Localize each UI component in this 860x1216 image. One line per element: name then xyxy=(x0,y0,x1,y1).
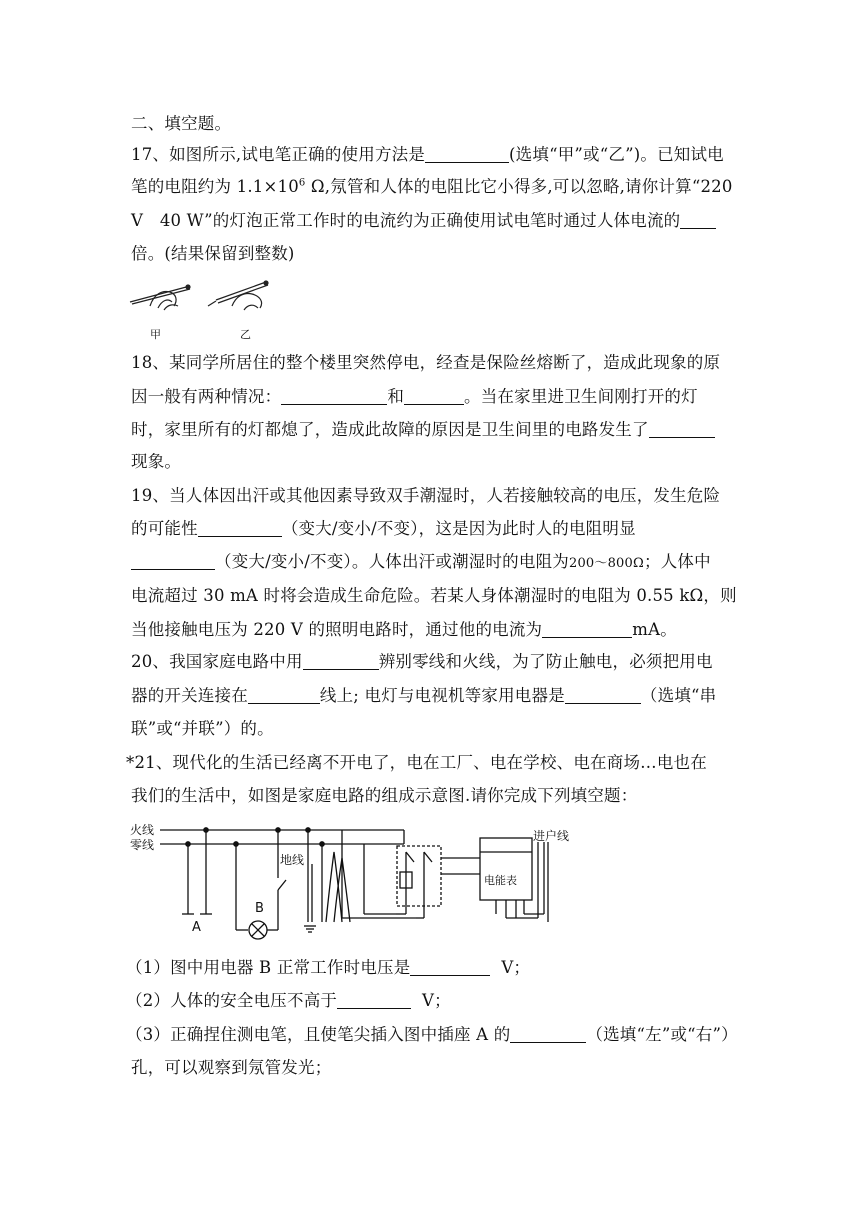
test-pen-illustration xyxy=(128,276,278,314)
q19-text: ；人体中 xyxy=(643,552,711,571)
q21-text: （2）人体的安全电压不高于 xyxy=(126,991,338,1010)
q17-line-2 xyxy=(131,177,731,197)
q21-sub-3 xyxy=(126,1025,738,1045)
q20-line-1 xyxy=(131,652,731,672)
q20-text: （选填“串 xyxy=(640,686,717,705)
q18-blank-2[interactable] xyxy=(404,388,464,405)
label-ground-wire: 地线 xyxy=(280,853,305,867)
q18-text: 。当在家里进卫生间刚打开的灯 xyxy=(464,387,698,406)
q17-line-3 xyxy=(131,211,731,231)
energy-meter-label: 电能表 xyxy=(484,874,517,887)
q19-line-3 xyxy=(131,552,731,574)
hand-jia-icon xyxy=(130,285,190,310)
main-switch xyxy=(406,852,414,862)
q20-text: 20、我国家庭电路中用 xyxy=(131,652,303,671)
q18-line-2 xyxy=(131,387,731,407)
q18-blank-1[interactable] xyxy=(281,388,387,405)
q21-text: （选填“左”或“右”） xyxy=(586,1025,738,1044)
q20-text: 器的开关连接在 xyxy=(131,686,248,705)
q17-text: (选填“甲”或“乙”)。已知试电 xyxy=(509,145,724,164)
q17-blank-2[interactable] xyxy=(680,212,716,229)
q17-text: Ω,氖管和人体的电阻比它小得多,可以忽略,请你计算“220 xyxy=(305,177,733,196)
q17-blank-1[interactable] xyxy=(425,146,509,163)
label-appliance-b: B xyxy=(255,901,264,916)
q21-blank-1[interactable] xyxy=(410,959,490,976)
q19-line-1: 19、当人体因出汗或其他因素导致双手潮湿时，人若接触较高的电压，发生危险 xyxy=(131,486,721,505)
label-socket-a: A xyxy=(192,920,201,935)
ground-coil xyxy=(326,852,342,922)
q20-blank-1[interactable] xyxy=(303,653,379,670)
q21-blank-3[interactable] xyxy=(510,1026,586,1043)
q21-blank-2[interactable] xyxy=(337,992,411,1009)
main-switch-box xyxy=(397,846,441,906)
q19-text: （变大/变小/不变），这是因为此时人的电阻明显 xyxy=(281,519,636,538)
q20-blank-3[interactable] xyxy=(565,687,641,704)
q20-text: 线上; 电灯与电视机等家用电器是 xyxy=(319,686,565,705)
q17-exponent: 6 xyxy=(298,177,306,189)
section-title: 二、填空题。 xyxy=(131,114,232,133)
q19-blank-1[interactable] xyxy=(198,520,282,537)
q19-text: mA。 xyxy=(632,620,677,639)
q17-text: 17、如图所示,试电笔正确的使用方法是 xyxy=(131,145,426,164)
label-neutral-wire: 零线 xyxy=(130,838,155,852)
q17-text: 笔的电阻约为 1.1×10 xyxy=(131,177,299,196)
q20-line-2 xyxy=(131,686,731,706)
q18-line-4: 现象。 xyxy=(131,452,182,471)
hand-yi-icon xyxy=(208,281,268,310)
q19-line-5 xyxy=(131,620,731,640)
q21-line-2: 我们的生活中，如图是家庭电路的组成示意图.请你完成下列填空题： xyxy=(131,786,638,805)
q19-line-2 xyxy=(131,519,731,539)
label-jia: 甲 xyxy=(150,328,161,341)
household-circuit-diagram xyxy=(128,818,588,942)
q20-text: 辨别零线和火线，为了防止触电，必须把用电 xyxy=(378,652,713,671)
q21-sub-2 xyxy=(126,991,726,1011)
q21-text: V； xyxy=(422,991,451,1010)
q19-blank-2[interactable] xyxy=(131,553,215,570)
q21-text: V； xyxy=(501,958,531,977)
q19-text: （变大/变小/不变）。人体出汗或潮湿时的电阻为 xyxy=(215,552,569,571)
q19-text: 当他接触电压为 220 V 的照明电路时，通过他的电流为 xyxy=(131,620,543,639)
q17-text: V 40 W”的灯泡正常工作时的电流约为正确使用试电笔时通过人体电流的 xyxy=(131,211,681,230)
q18-blank-3[interactable] xyxy=(649,421,715,438)
label-yi: 乙 xyxy=(240,328,251,341)
q19-line-4: 电流超过 30 mA 时将会造成生命危险。若某人身体潮湿时的电阻为 0.55 kΩ，则 xyxy=(131,586,737,605)
q18-text: 和 xyxy=(387,387,405,406)
q18-line-1: 18、某同学所居住的整个楼里突然停电，经查是保险丝熔断了，造成此现象的原 xyxy=(131,353,721,372)
label-live-wire: 火线 xyxy=(130,823,155,837)
q17-line-4: 倍。(结果保留到整数) xyxy=(131,244,295,263)
q19-text: 的可能性 xyxy=(131,519,198,538)
q21-sub-1 xyxy=(126,958,726,978)
lamp-switch xyxy=(278,880,286,890)
q21-sub-3-cont: 孔，可以观察到氖管发光； xyxy=(131,1058,332,1077)
q18-text: 因一般有两种情况： xyxy=(131,387,282,406)
q19-resistance-range: 200～800Ω xyxy=(568,556,644,571)
q20-blank-2[interactable] xyxy=(248,687,320,704)
q21-text: （1）图中用电器 B 正常工作时电压是 xyxy=(126,958,411,977)
q20-line-3: 联”或“并联”）的。 xyxy=(131,719,274,738)
q21-text: （3）正确捏住测电笔，且使笔尖插入图中插座 A 的 xyxy=(126,1025,511,1044)
q19-blank-3[interactable] xyxy=(542,621,632,638)
q21-line-1: *21、现代化的生活已经离不开电了，电在工厂、电在学校、电在商场…电也在 xyxy=(126,753,707,772)
q17-line-1 xyxy=(131,145,731,165)
q18-text: 时，家里所有的灯都熄了，造成此故障的原因是卫生间里的电路发生了 xyxy=(131,420,649,439)
label-inlet-wire: 进户线 xyxy=(533,829,570,843)
q18-line-3 xyxy=(131,420,731,440)
energy-meter-box xyxy=(480,838,532,900)
